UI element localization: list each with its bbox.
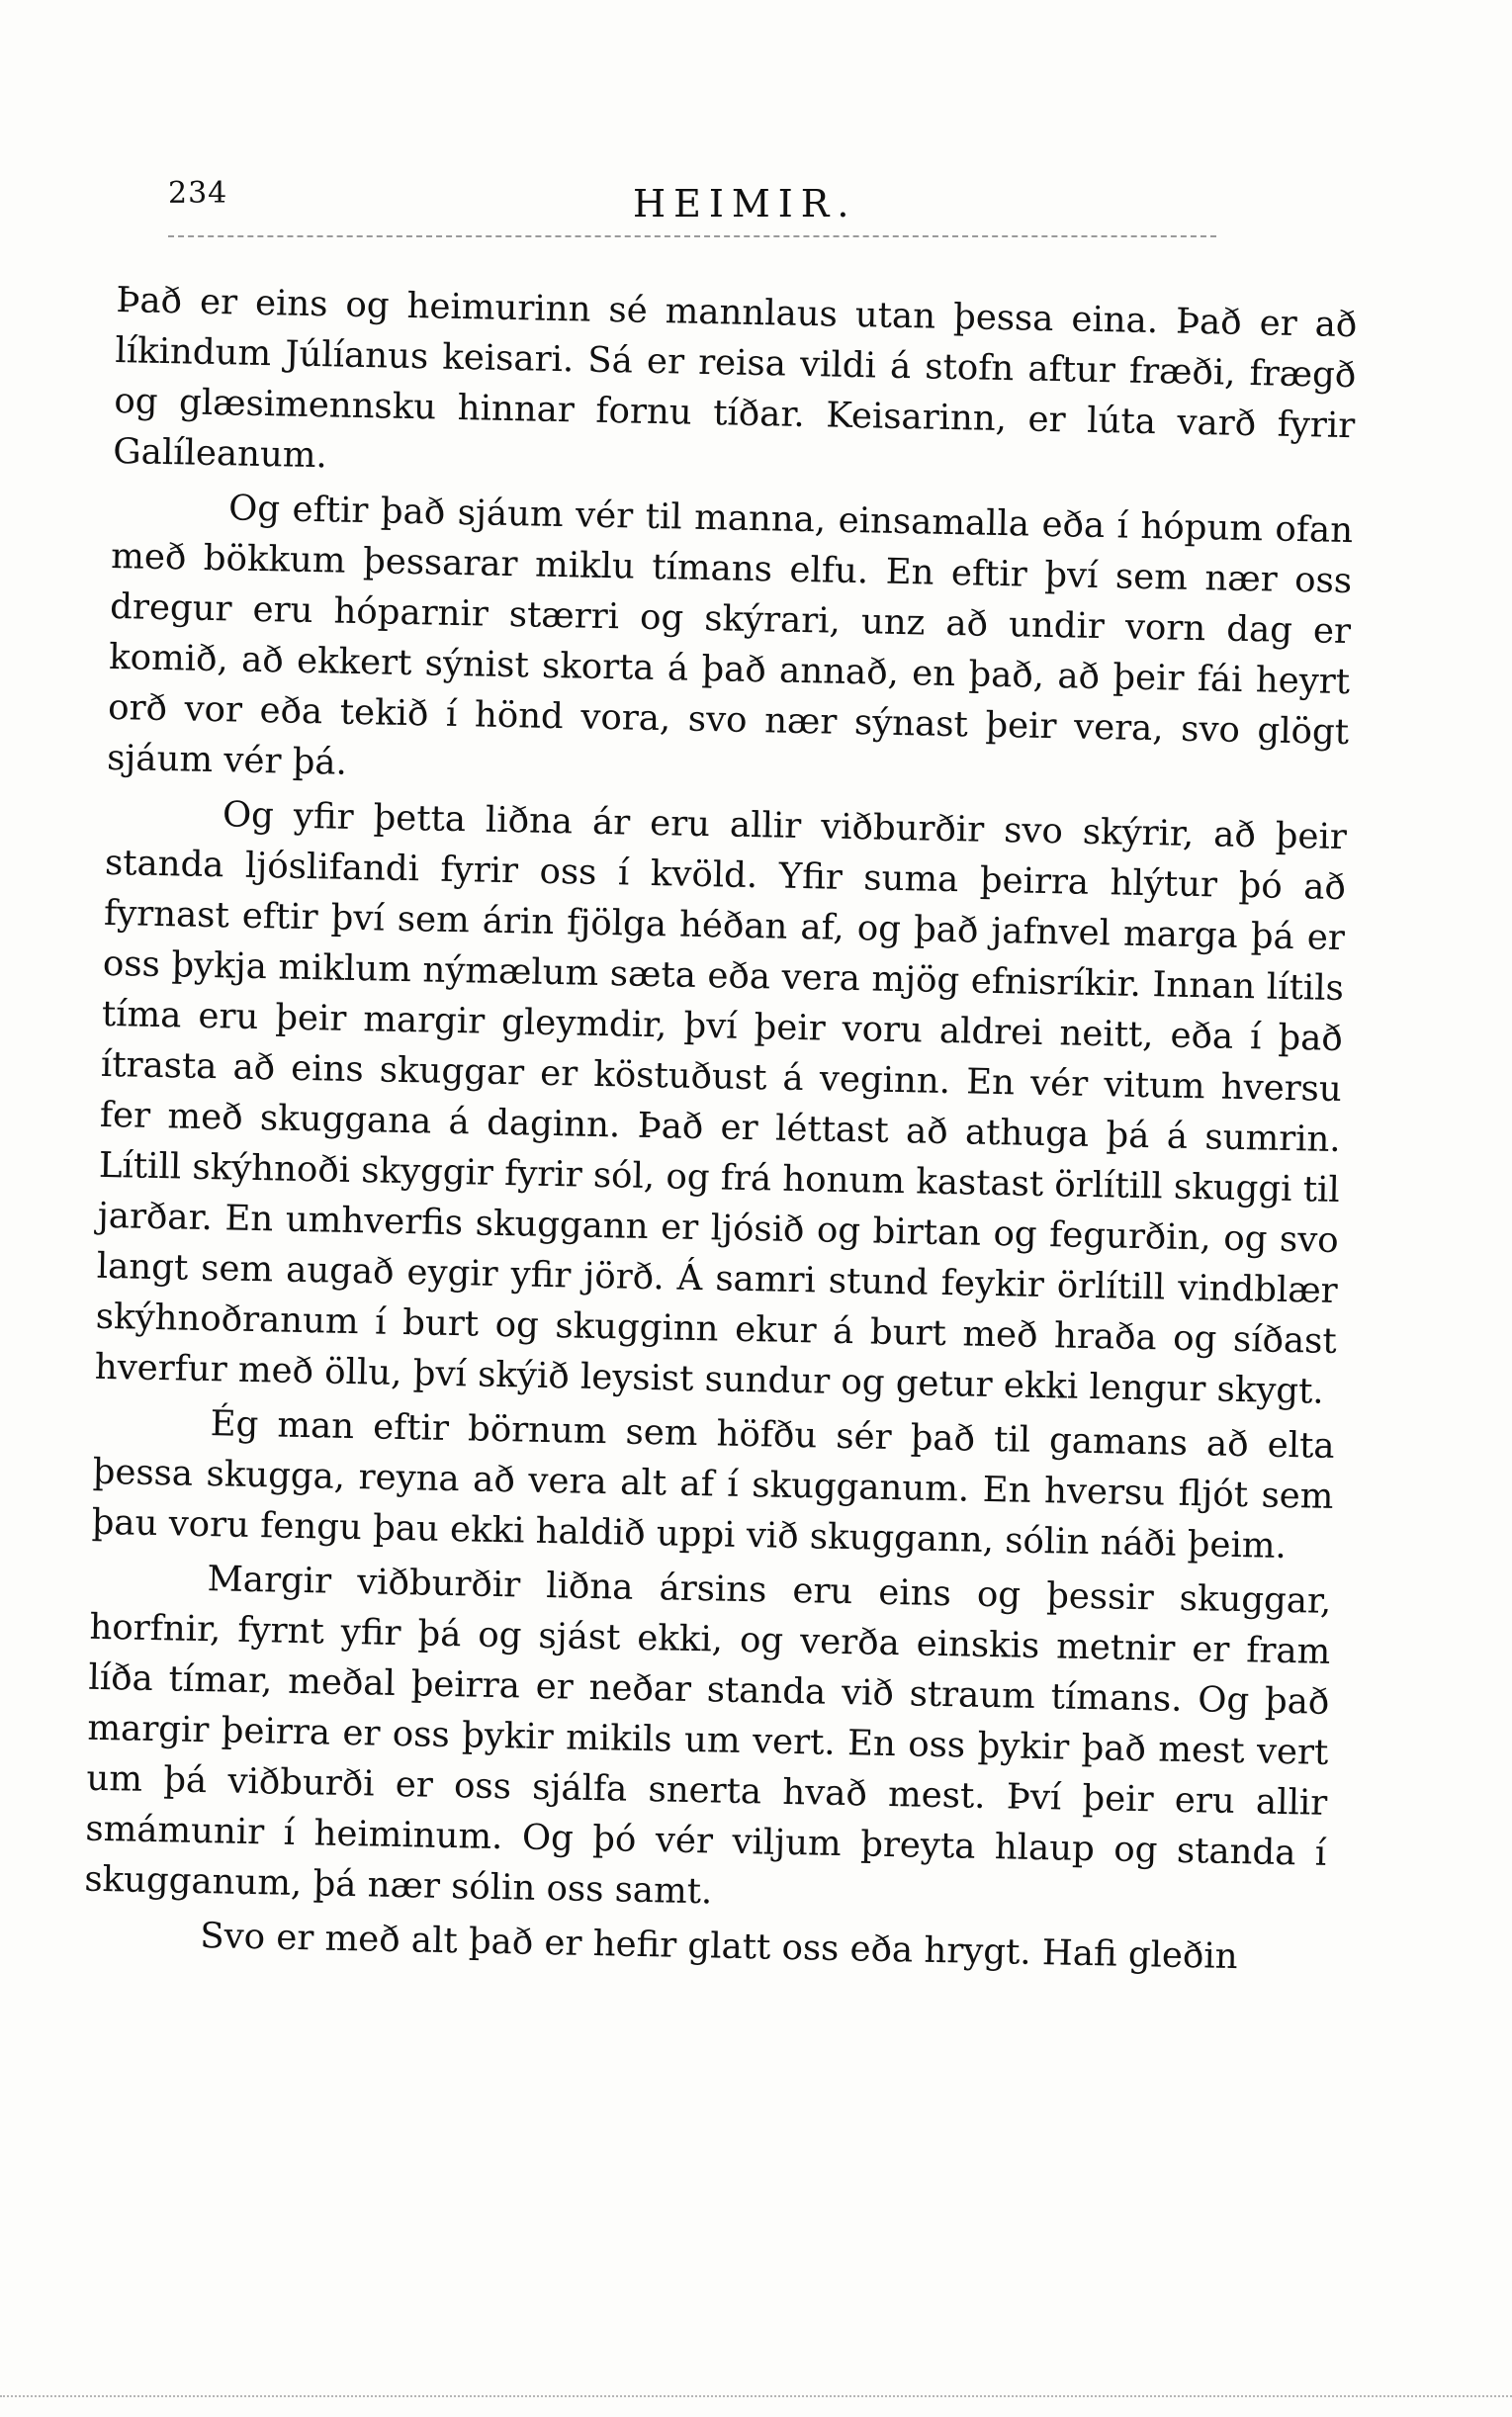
page-number: 234 (168, 176, 228, 211)
page-header (168, 168, 1335, 237)
paragraph: Það er eins og heimurinn sé mannlaus utan þessa eina. Það er að líkindum Júlíanus keisari. Sá er reisa vildi á stofn aftur fræði, frægð og glæsimennsku hinnar fornu tíðar. Keisarinn, er lúta varð fyrir Galíleanum. (113, 279, 1358, 477)
paragraph: Ég man eftir börnum sem höfðu sér það til gamans að elta þessa skugga, reyna að vera alt af í skugganum. En hversu fljót sem þau voru fengu þau ekki haldið uppi við skuggann, sólin náði þeim. (91, 1403, 1335, 1567)
paragraph: Svo er með alt það er hefir glatt oss eða hrygt. Hafi gleðin (199, 1916, 1239, 1978)
header-divider (168, 235, 1216, 237)
running-title: HEIMIR. (633, 182, 857, 225)
paragraph: Og eftir það sjáum vér til manna, einsamalla eða í hópum ofan með bökkum þessarar miklu tímans elfu. En eftir því sem nær oss dregur eru hóparnir stærri og skýrari, unz að undir vorn dag er komið, að ekkert sýnist skorta á það annað, en það, að þeir fái heyrt orð vor eða tekið í hönd vora, svo nær sýnast þeir vera, svo glögt sjáum vér þá. (106, 488, 1354, 783)
paragraph: Margir viðburðir liðna ársins eru eins og þessir skuggar, horfnir, fyrnt yfir þá og sjást ekki, og verða einskis metnir er fram líða tímar, meðal þeirra er neðar standa við straum tímans. Og það margir þeirra er oss þykir mikils um vert. En oss þykir það mest vert um þá viðburði er oss sjálfa snerta hvað mest. Því þeir eru allir smámunir í heiminum. Og þó vér viljum þreyta hlaup og standa í skugganum, þá nær sólin oss samt. (84, 1559, 1332, 1913)
paragraph: Og yfir þetta liðna ár eru allir viðburðir svo skýrir, að þeir standa ljóslifandi fyrir oss í kvöld. Yfir suma þeirra hlýtur þó að fyrnast eftir því sem árin fjölga héðan af, og það jafnvel marga þá er oss þykja miklum nýmælum sæta eða vera mjög efnisríkir. Innan lítils tíma eru þeir margir gleymdir, því þeir voru aldrei neitt, eða í það ítrasta að eins skuggar er köstuðust á veginn. En vér vitum hversu fer með skuggana á daginn. Það er léttast að athuga þá á sumrin. Lítill skýhnoði skyggir fyrir sól, og frá honum kastast örlítill skuggi til jarðar. En umhverfis skuggann er ljósið og birtan og fegurðin, og svo langt sem augað eygir yfir jörð. Á samri stund feykir örlítill vindblær skýhnoðranum í burt og skugginn ekur á burt með hraða og síðast hverfur með öllu, því skýið leysist sundur og getur ekki lengur skygt. (94, 794, 1348, 1412)
body-text (83, 275, 1358, 1988)
scan-edge-divider (0, 2395, 1512, 2397)
